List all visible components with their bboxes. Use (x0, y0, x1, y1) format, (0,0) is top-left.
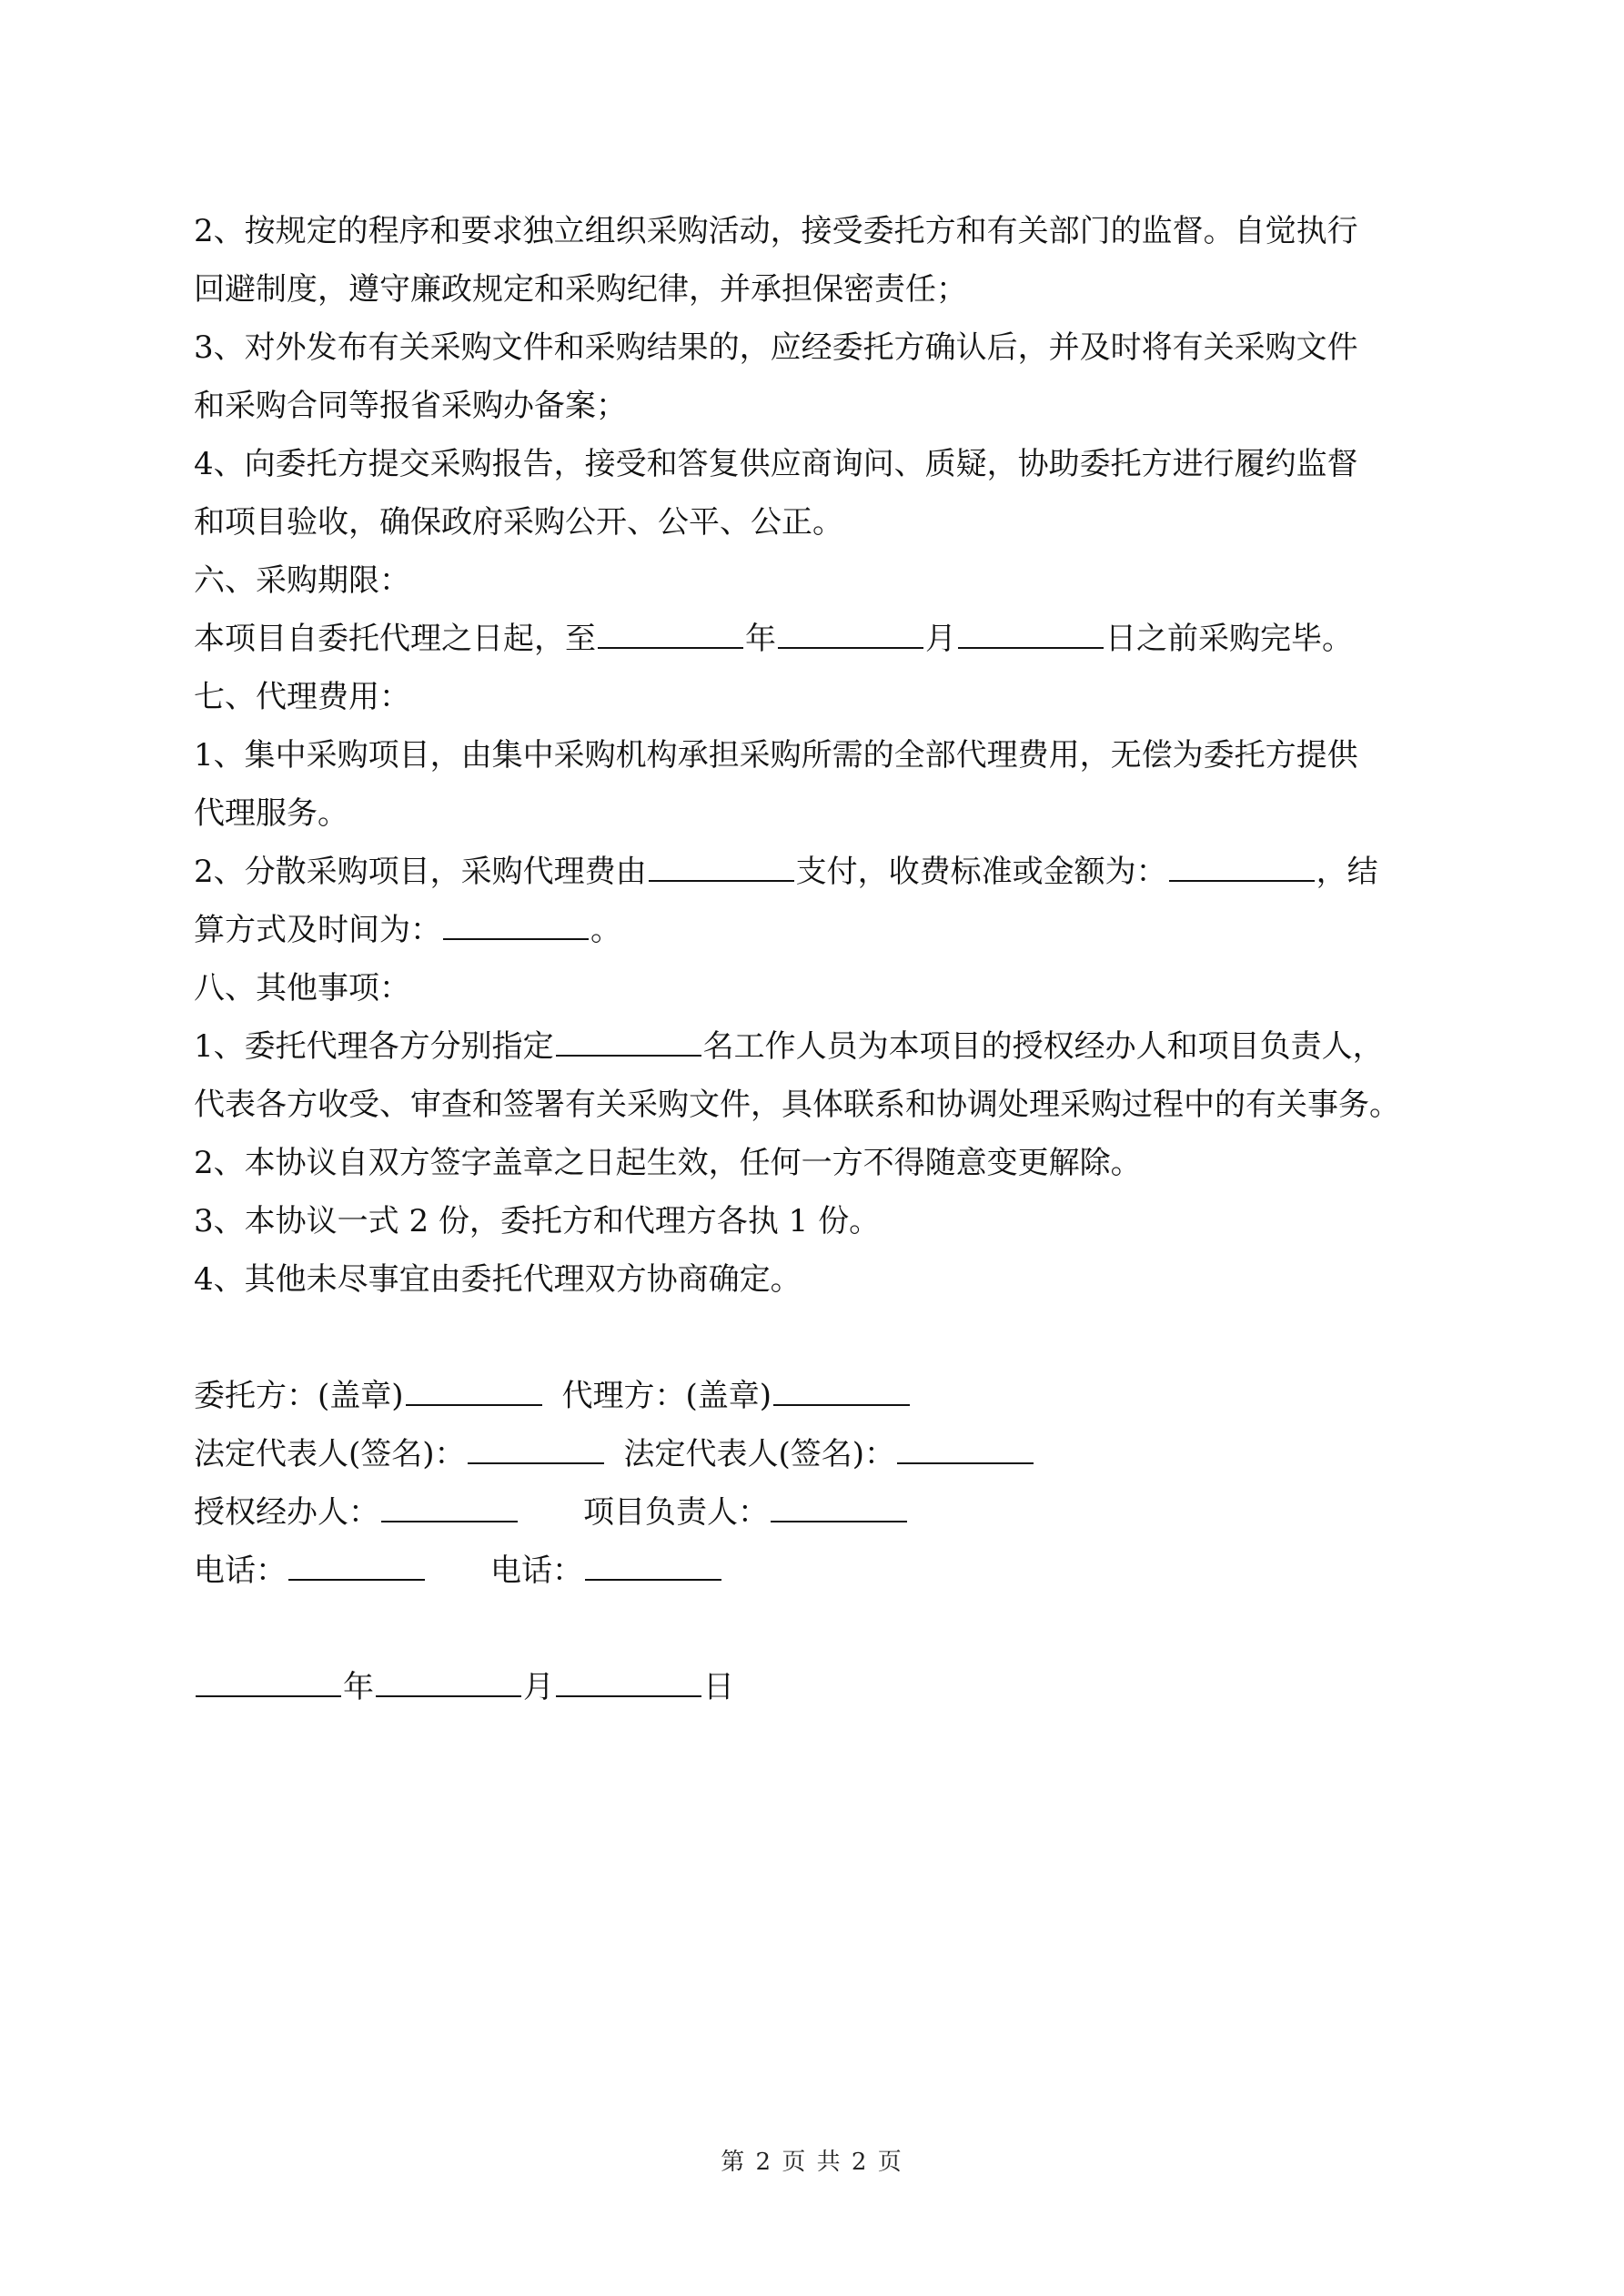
signing-month-blank[interactable] (376, 1663, 521, 1697)
deadline-year-blank[interactable] (598, 614, 743, 649)
spacer (194, 1600, 1431, 1658)
text-fragment: 名工作人员为本项目的授权经办人和项目负责人， (702, 1028, 1384, 1065)
project-lead-blank[interactable] (771, 1488, 907, 1522)
signing-day-blank[interactable] (556, 1663, 701, 1697)
agent-seal-label: 代理方：(盖章) (561, 1378, 772, 1414)
paragraph-line: 4、其他未尽事宜由委托代理双方协商确定。 (194, 1261, 802, 1298)
text-fragment: 。 (590, 912, 621, 948)
paragraph-line: 代表各方收受、审查和签署有关采购文件，具体联系和协调处理采购过程中的有关事务。 (194, 1087, 1400, 1123)
text-fragment: 年 (745, 621, 776, 657)
text-fragment: 1、委托代理各方分别指定 (194, 1028, 554, 1065)
text-fragment: 日之前采购完毕。 (1105, 621, 1353, 657)
text-fragment: 算方式及时间为： (194, 912, 441, 948)
fee-payer-blank[interactable] (649, 847, 794, 882)
text-fragment: 月 (925, 621, 956, 657)
deadline-month-blank[interactable] (778, 614, 923, 649)
page-number-footer: 第 2 页 共 2 页 (721, 2149, 903, 2176)
signature-row-seal (194, 1367, 1431, 1425)
document-body (194, 202, 1431, 1716)
section-heading: 七、代理费用： (194, 679, 410, 715)
agent-phone-blank[interactable] (585, 1546, 721, 1581)
paragraph-line: 1、集中采购项目，由集中采购机构承担采购所需的全部代理费用，无偿为委托方提供 (194, 737, 1358, 774)
agency-fee-line (194, 843, 1431, 901)
paragraph-line: 2、本协议自双方签字盖章之日起生效，任何一方不得随意变更解除。 (194, 1145, 1142, 1181)
fee-amount-blank[interactable] (1169, 847, 1315, 882)
project-lead-label: 项目负责人： (583, 1494, 769, 1531)
text-fragment: 2、分散采购项目，采购代理费由 (194, 854, 647, 890)
text-fragment: 月 (523, 1669, 554, 1705)
signing-date-line (194, 1658, 1431, 1716)
client-legal-rep-label: 法定代表人(签名)： (194, 1436, 466, 1472)
client-phone-label: 电话： (194, 1553, 287, 1589)
procurement-deadline-line (194, 610, 1431, 668)
staff-count-line (194, 1017, 1431, 1076)
handler-blank[interactable] (381, 1488, 518, 1522)
text-fragment: 本项目自委托代理之日起，至 (194, 621, 596, 657)
signature-row-legal-rep (194, 1425, 1431, 1483)
paragraph-line: 2、按规定的程序和要求独立组织采购活动，接受委托方和有关部门的监督。自觉执行 (194, 213, 1358, 249)
spacer (194, 1309, 1431, 1367)
agent-phone-label: 电话： (490, 1553, 583, 1589)
paragraph-line: 3、本协议一式 2 份，委托方和代理方各执 1 份。 (194, 1203, 881, 1239)
paragraph-line: 和采购合同等报省采购办备案； (194, 388, 627, 424)
section-heading: 六、采购期限： (194, 562, 410, 599)
deadline-day-blank[interactable] (958, 614, 1104, 649)
text-fragment: 支付，收费标准或金额为： (795, 854, 1167, 890)
agent-seal-blank[interactable] (773, 1371, 910, 1406)
signature-row-phone (194, 1542, 1431, 1600)
client-legal-rep-blank[interactable] (468, 1430, 604, 1464)
agent-legal-rep-label: 法定代表人(签名)： (623, 1436, 896, 1472)
paragraph-line: 回避制度，遵守廉政规定和采购纪律，并承担保密责任； (194, 271, 967, 308)
settlement-line (194, 901, 1431, 959)
paragraph-line: 4、向委托方提交采购报告，接受和答复供应商询问、质疑，协助委托方进行履约监督 (194, 446, 1358, 482)
text-fragment: 日 (703, 1669, 734, 1705)
paragraph-line: 3、对外发布有关采购文件和采购结果的，应经委托方确认后，并及时将有关采购文件 (194, 329, 1358, 366)
text-fragment: ，结 (1316, 854, 1378, 890)
staff-count-blank[interactable] (556, 1022, 701, 1057)
handler-label: 授权经办人： (194, 1494, 379, 1531)
section-heading: 八、其他事项： (194, 970, 410, 1006)
client-seal-label: 委托方：(盖章) (194, 1378, 404, 1414)
paragraph-line: 和项目验收，确保政府采购公开、公平、公正。 (194, 504, 843, 541)
settlement-method-blank[interactable] (443, 905, 589, 940)
signing-year-blank[interactable] (196, 1663, 341, 1697)
signature-row-handler (194, 1483, 1431, 1542)
client-phone-blank[interactable] (288, 1546, 425, 1581)
agent-legal-rep-blank[interactable] (897, 1430, 1034, 1464)
text-fragment: 年 (343, 1669, 374, 1705)
paragraph-line: 代理服务。 (194, 795, 348, 832)
client-seal-blank[interactable] (406, 1371, 542, 1406)
